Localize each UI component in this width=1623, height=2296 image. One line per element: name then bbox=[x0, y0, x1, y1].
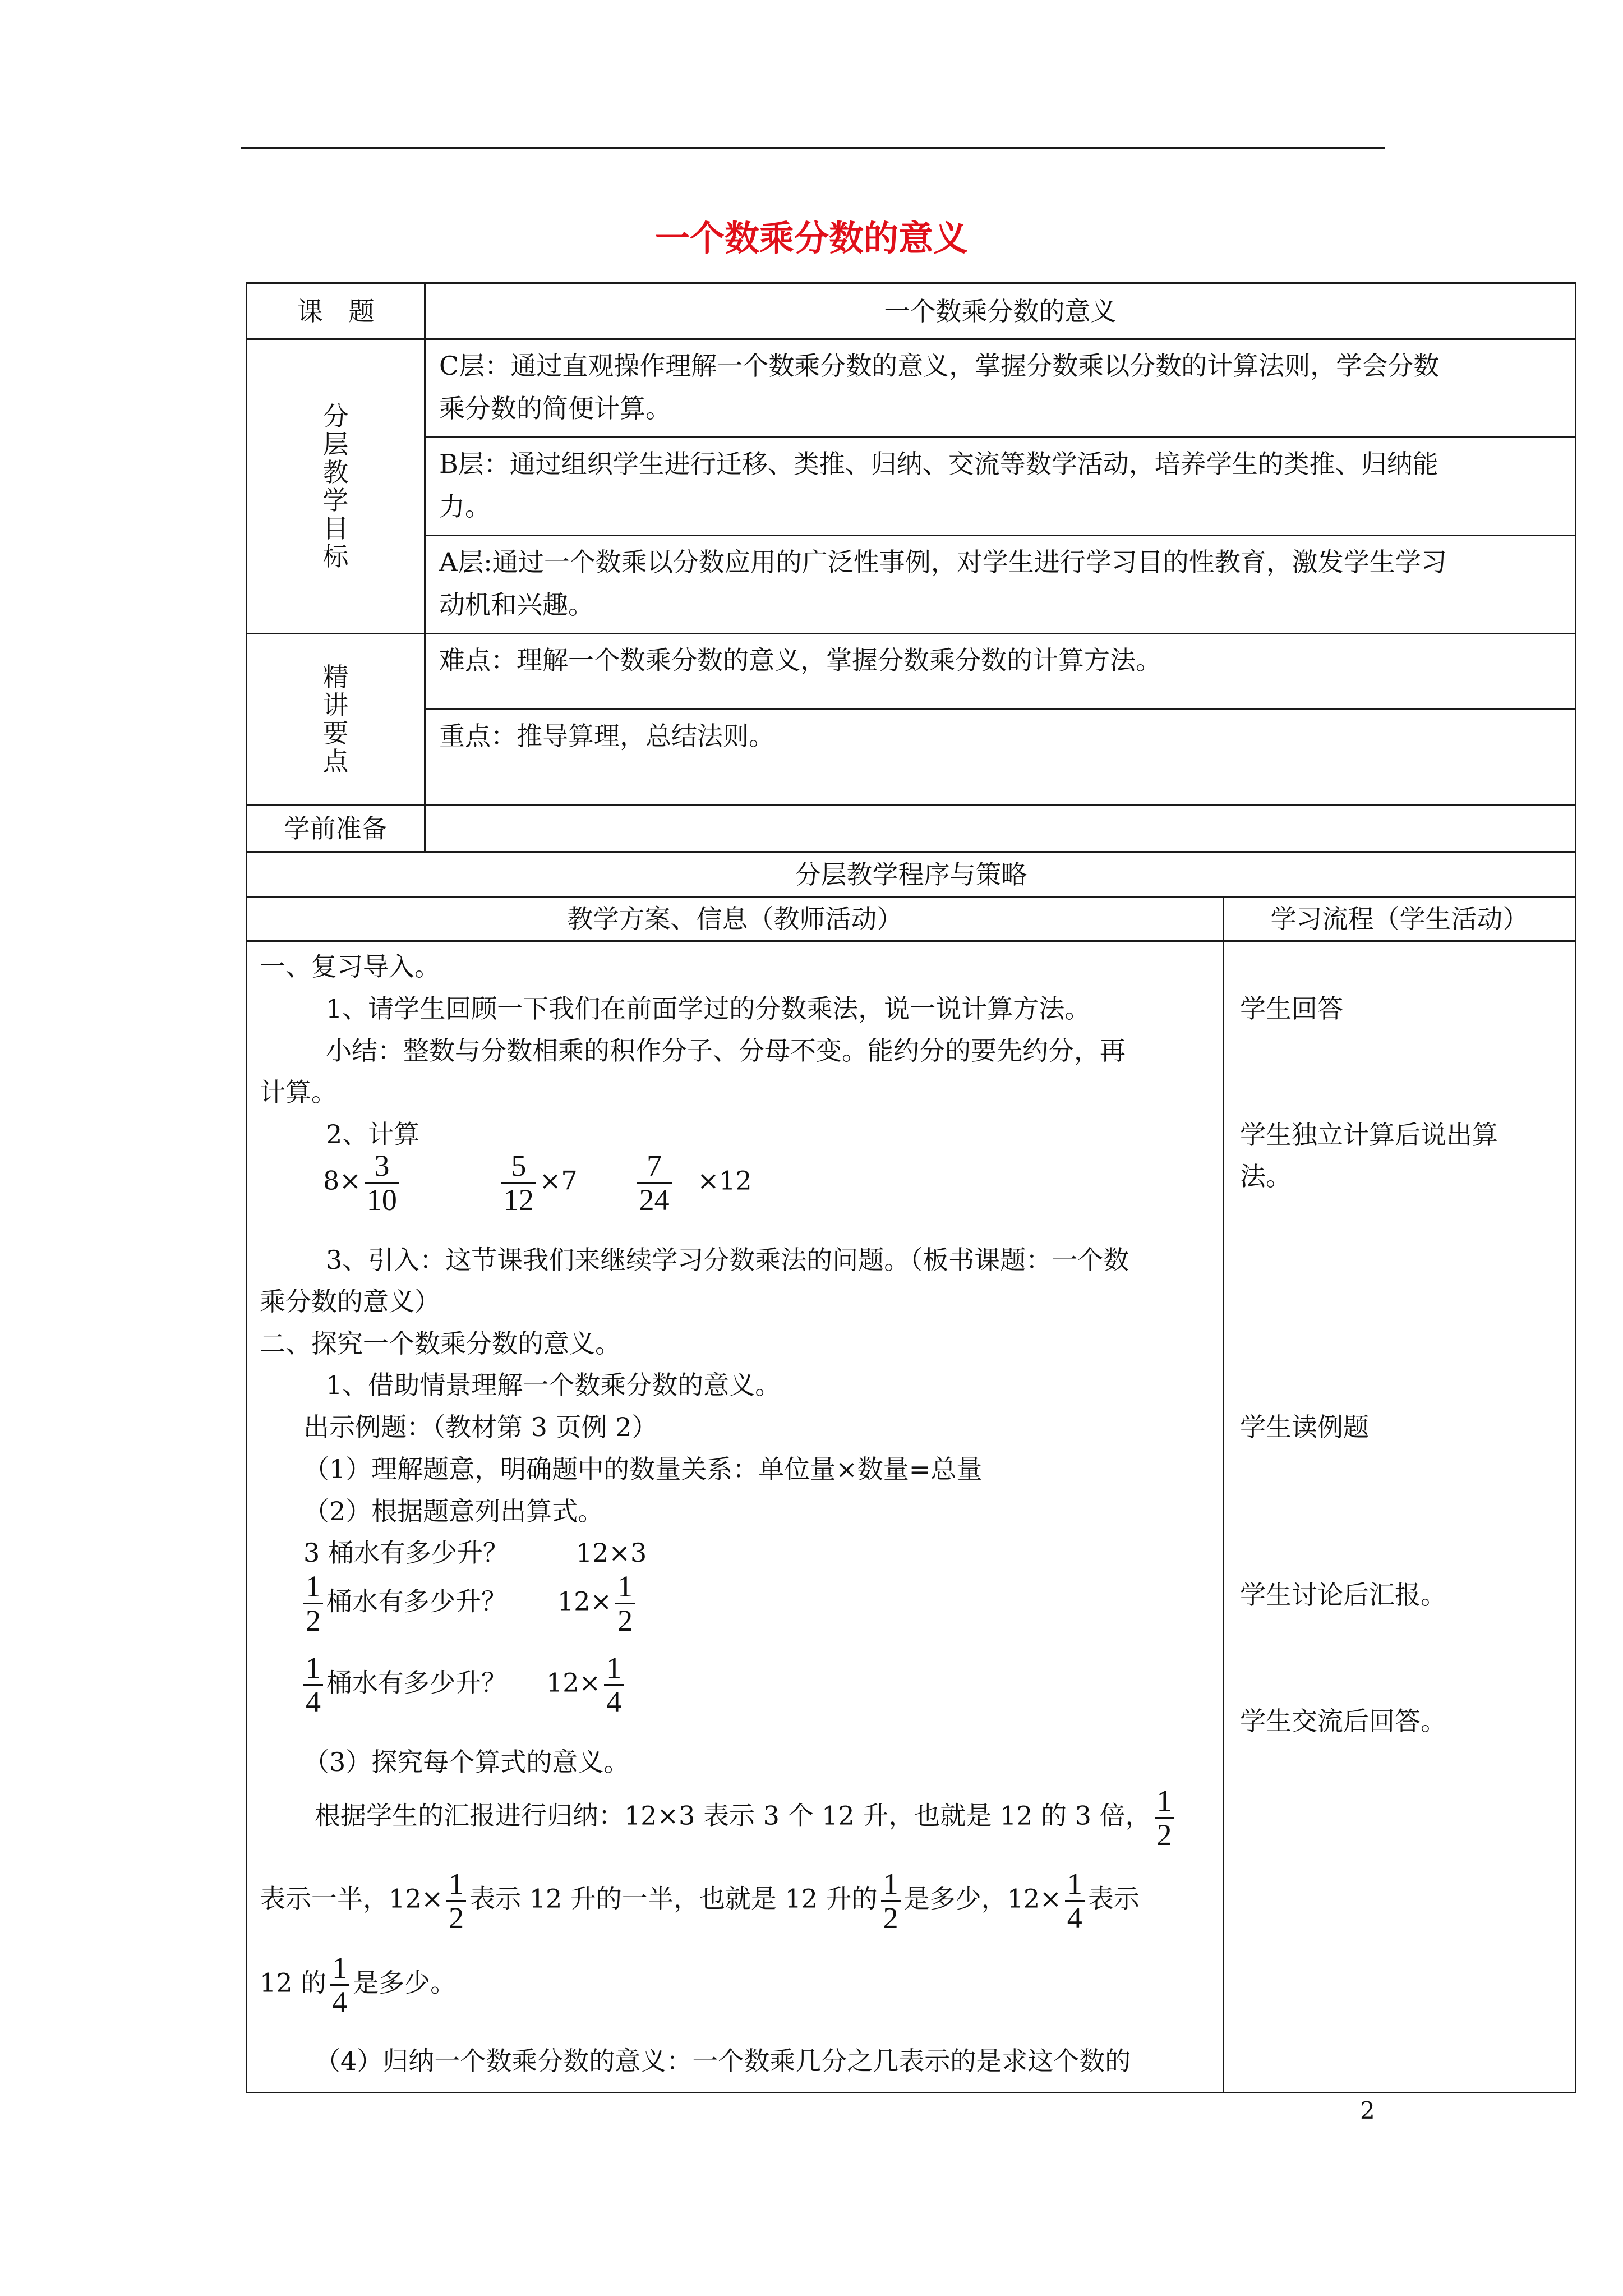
fraction-1-4: $\frac{1}{4}$ bbox=[604, 1651, 624, 1718]
student-exchange: 学生交流后回答。 bbox=[1240, 1706, 1446, 1736]
section-review: 一、复习导入。 bbox=[260, 951, 440, 982]
step-understand: （1）理解题意，明确题中的数量关系：单位量×数量=总量 bbox=[303, 1454, 983, 1484]
summary-paragraph-2: 表示一半，12× $\frac{1}{2}$ 表示 12 升的一半，也就是 12 升的 $\frac{1}{2}$ 是多少，12× $\frac{1}{4}$ 表示 bbox=[260, 1867, 1140, 1935]
difficulty-point: 难点：理解一个数乘分数的意义，掌握分数乘分数的计算方法。 bbox=[426, 634, 1575, 710]
goal-a: A层:通过一个数乘以分数应用的广泛性事例，对学生进行学习目的性教育，激发学生学习 动机和兴趣。 bbox=[439, 547, 1447, 620]
calc-heading: 2、计算 bbox=[326, 1119, 420, 1149]
goal-b: B层：通过组织学生进行迁移、类推、归纳、交流等数学活动，培养学生的类推、归纳能 力。 bbox=[426, 438, 1575, 536]
lesson-plan-table bbox=[246, 282, 1576, 2093]
intro-line-2: 乘分数的意义） bbox=[260, 1286, 440, 1317]
topic-label: 课 题 bbox=[247, 283, 425, 339]
fraction-1-2: $\frac{1}{2}$ bbox=[1155, 1784, 1174, 1851]
intro-line-1: 3、引入：这节课我们来继续学习分数乘法的问题。（板书课题：一个数 bbox=[326, 1245, 1129, 1275]
calc-expressions: 8× $\frac{3}{10}$ $\frac{5}{12}$ ×7 $\frac{7}{24}$ ×12 bbox=[323, 1149, 752, 1217]
fraction-1-2: $\frac{1}{2}$ bbox=[881, 1867, 901, 1934]
fraction-1-4: $\frac{1}{4}$ bbox=[1065, 1867, 1085, 1934]
teacher-activity-header: 教学方案、信息（教师活动） bbox=[247, 897, 1224, 941]
fraction-1-2: $\frac{1}{2}$ bbox=[615, 1570, 635, 1637]
fraction-7-24: $\frac{7}{24}$ bbox=[637, 1149, 672, 1216]
page-number: 2 bbox=[1360, 2097, 1375, 2124]
student-activity-cell bbox=[1224, 941, 1576, 2093]
student-read-example: 学生读例题 bbox=[1240, 1412, 1369, 1442]
fraction-1-2: $\frac{1}{2}$ bbox=[446, 1867, 466, 1934]
student-calc-2: 法。 bbox=[1240, 1161, 1292, 1191]
goals-cell bbox=[425, 339, 1576, 634]
fraction-1-2: $\frac{1}{2}$ bbox=[303, 1570, 323, 1637]
goals-label: 分 层 教 学 目 标 bbox=[247, 339, 425, 634]
question-quarter-bucket: $\frac{1}{4}$ 桶水有多少升？ 12× $\frac{1}{4}$ bbox=[303, 1651, 627, 1718]
example-line: 出示例题：（教材第 3 页例 2） bbox=[303, 1412, 658, 1442]
key-points-cell bbox=[425, 634, 1576, 805]
key-points-label: 精 讲 要 点 bbox=[247, 634, 425, 805]
question-half-bucket: $\frac{1}{2}$ 桶水有多少升？ 12× $\frac{1}{2}$ bbox=[303, 1570, 638, 1637]
student-discuss: 学生讨论后汇报。 bbox=[1240, 1580, 1446, 1610]
summary-line-2: 计算。 bbox=[260, 1077, 337, 1107]
summary-line-1: 小结：整数与分数相乘的积作分子、分母不变。能约分的要先约分，再 bbox=[326, 1036, 1126, 1066]
prep-label: 学前准备 bbox=[247, 805, 425, 852]
question-3-buckets: 3 桶水有多少升？ 12×3 bbox=[303, 1538, 647, 1568]
summary-paragraph-3: 12 的 $\frac{1}{4}$ 是多少。 bbox=[260, 1951, 457, 2019]
student-answer: 学生回答 bbox=[1240, 993, 1343, 1024]
step-formulate: （2）根据题意列出算式。 bbox=[303, 1496, 604, 1526]
procedure-header: 分层教学程序与策略 bbox=[247, 852, 1576, 897]
fraction-1-4: $\frac{1}{4}$ bbox=[303, 1651, 323, 1718]
review-step-1: 1、请学生回顾一下我们在前面学过的分数乘法，说一说计算方法。 bbox=[326, 993, 1091, 1024]
fraction-1-4: $\frac{1}{4}$ bbox=[330, 1952, 349, 2018]
student-activity-header: 学习流程（学生活动） bbox=[1224, 897, 1576, 941]
prep-value bbox=[425, 805, 1576, 852]
document-title: 一个数乘分数的意义 bbox=[654, 218, 968, 259]
fraction-3-10: $\frac{3}{10}$ bbox=[365, 1149, 399, 1216]
step-generalize: （4）归纳一个数乘分数的意义：一个数乘几分之几表示的是求这个数的 bbox=[315, 2046, 1131, 2076]
goal-c: C层：通过直观操作理解一个数乘分数的意义，掌握分数乘以分数的计算法则，学会分数 乘分数的简便计算。 bbox=[426, 340, 1575, 438]
explore-step-1: 1、借助情景理解一个数乘分数的意义。 bbox=[326, 1370, 781, 1400]
focus-point: 重点：推导算理，总结法则。 bbox=[439, 721, 774, 751]
teacher-activity-cell bbox=[247, 941, 1224, 2093]
step-explore-meaning: （3）探究每个算式的意义。 bbox=[303, 1747, 630, 1777]
fraction-5-12: $\frac{5}{12}$ bbox=[501, 1149, 536, 1216]
header-rule bbox=[241, 147, 1385, 149]
student-calc-1: 学生独立计算后说出算 bbox=[1240, 1120, 1498, 1150]
summary-paragraph-1: 根据学生的汇报进行归纳：12×3 表示 3 个 12 升，也就是 12 的 3 倍， $\frac{1}{2}$ bbox=[315, 1784, 1178, 1851]
topic-value: 一个数乘分数的意义 bbox=[425, 283, 1576, 339]
section-explore: 二、探究一个数乘分数的意义。 bbox=[260, 1328, 621, 1359]
